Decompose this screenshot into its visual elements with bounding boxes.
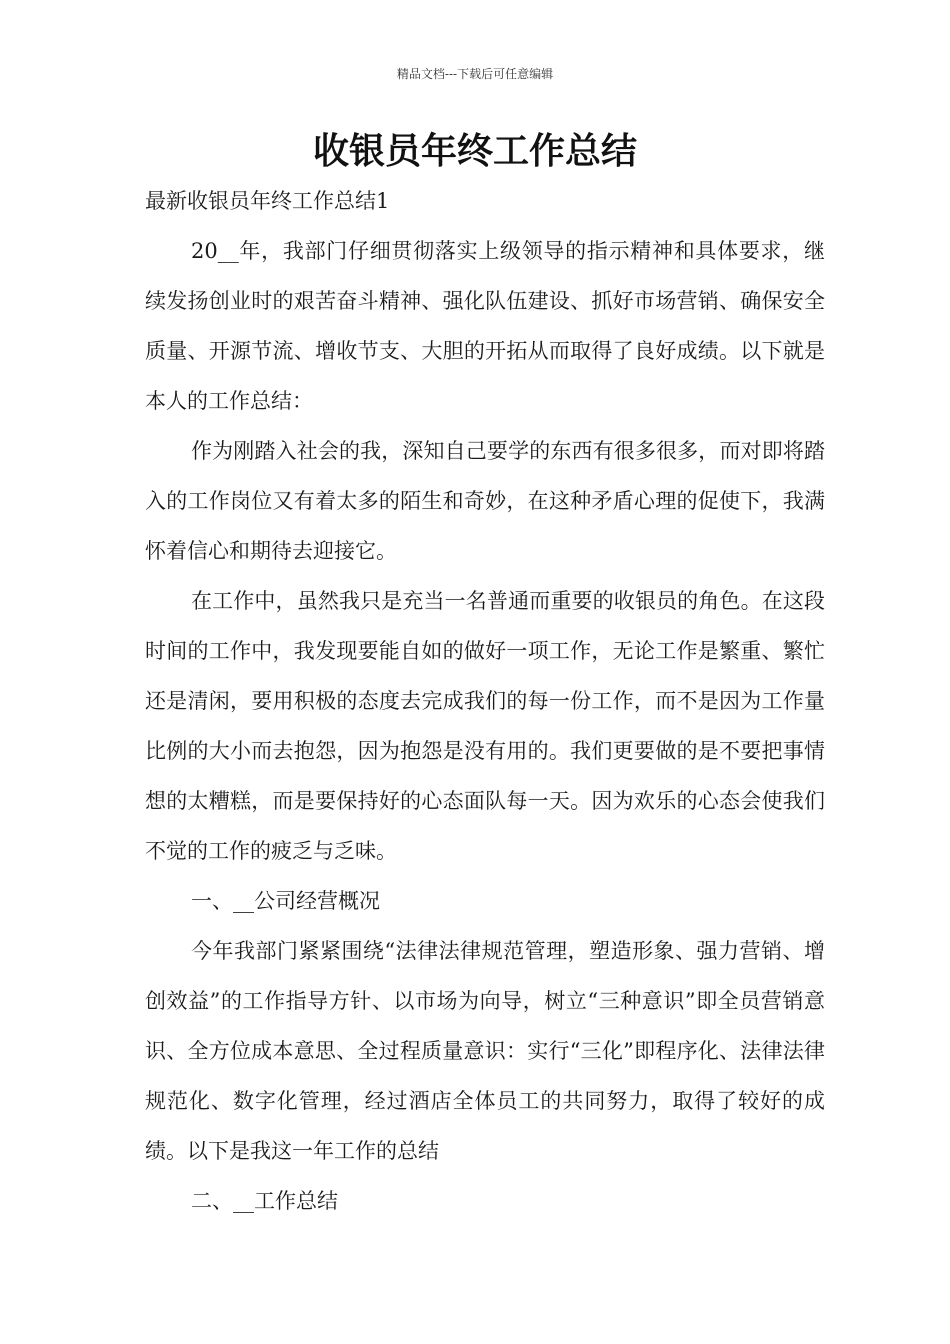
header-note: 精品文档---下载后可任意编辑 — [396, 67, 554, 81]
document-body — [145, 176, 825, 1226]
paragraph-newcomer: 作为刚踏入社会的我，深知自己要学的东西有很多很多，而对即将踏入的工作岗位又有着太多的陌生和奇妙，在这种矛盾心理的促使下，我满怀着信心和期待去迎接它。 — [145, 439, 825, 563]
paragraph-overview: 今年我部门紧紧围绕“法律法律规范管理，塑造形象、强力营销、增创效益”的工作指导方针、以市场为向导，树立“三种意识”即全员营销意识、全方位成本意思、全过程质量意识：实行“三化”即程序化、法律法律规范化、数字化管理，经过酒店全体员工的共同努力，取得了较好的成绩。以下是我这一年工作的总结 — [145, 939, 825, 1163]
document-title: 收银员年终工作总结 — [312, 131, 637, 172]
paragraph-intro: 20__年，我部门仔细贯彻落实上级领导的指示精神和具体要求，继续发扬创业时的艰苦奋斗精神、强化队伍建设、抓好市场营销、确保安全质量、开源节流、增收节支、大胆的开拓从而取得了良好成绩。以下就是本人的工作总结： — [145, 239, 825, 413]
document-subtitle: 最新收银员年终工作总结1 — [145, 189, 390, 213]
paragraph-cashier-role: 在工作中，虽然我只是充当一名普通而重要的收银员的角色。在这段时间的工作中，我发现要能自如的做好一项工作，无论工作是繁重、繁忙还是清闲，要用积极的态度去完成我们的每一份工作，而不是因为工作量比例的大小而去抱怨，因为抱怨是没有用的。我们更要做的是不要把事情想的太糟糕，而是要保持好的心态面队每一天。因为欢乐的心态会使我们不觉的工作的疲乏与乏味。 — [145, 589, 825, 863]
section-heading-overview: 一、__公司经营概况 — [191, 889, 380, 913]
section-heading-summary: 二、__工作总结 — [191, 1189, 338, 1213]
